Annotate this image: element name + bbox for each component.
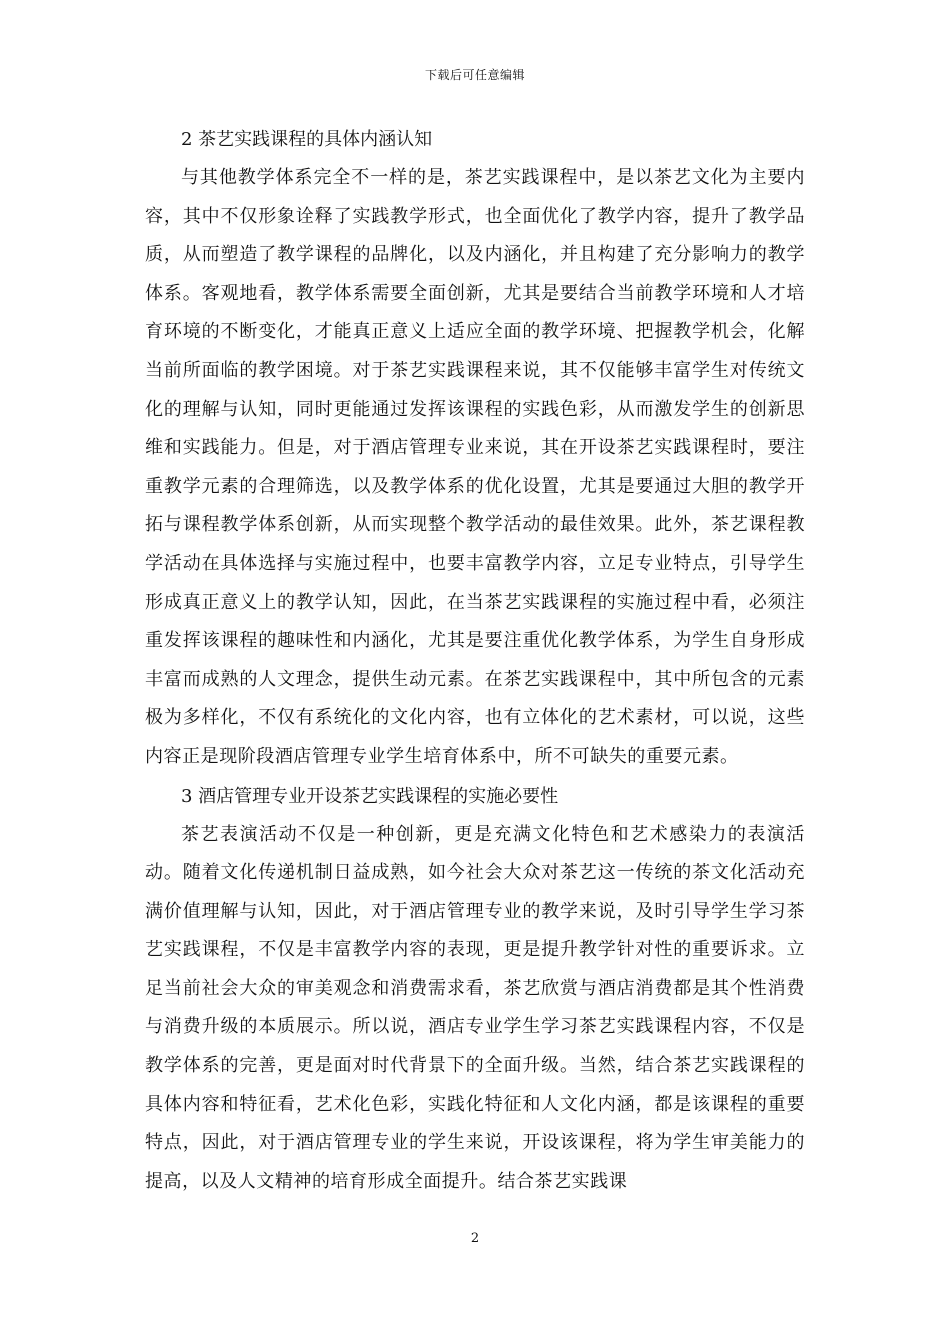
page-header-note: 下载后可任意编辑 [424, 68, 525, 82]
page-number: 2 [470, 1231, 480, 1246]
section-heading-2: 2 茶艺实践课程的具体内涵认知 [181, 129, 433, 150]
document-body [145, 120, 805, 1201]
section-heading-3: 3 酒店管理专业开设茶艺实践课程的实施必要性 [181, 785, 559, 807]
section-paragraph-2: 与其他教学体系完全不一样的是，茶艺实践课程中，是以茶艺文化为主要内容，其中不仅形象诠释了实践教学形式，也全面优化了教学内容，提升了教学品质，从而塑造了教学课程的品牌化，以及内涵化，并且构建了充分影响力的教学体系。客观地看，教学体系需要全面创新，尤其是要结合当前教学环境和人才培育环境的不断变化，才能真正意义上适应全面的教学环境、把握教学机会，化解当前所面临的教学困境。对于茶艺实践课程来说，其不仅能够丰富学生对传统文化的理解与认知，同时更能通过发挥该课程的实践色彩，从而激发学生的创新思维和实践能力。但是，对于酒店管理专业来说，其在开设茶艺实践课程时，要注重教学元素的合理筛选，以及教学体系的优化设置，尤其是要通过大胆的教学开拓与课程教学体系创新，从而实现整个教学活动的最佳效果。此外，茶艺课程教学活动在具体选择与实施过程中，也要丰富教学内容，立足专业特点，引导学生形成真正意义上的教学认知，因此，在当茶艺实践课程的实施过程中看，必须注重发挥该课程的趣味性和内涵化，尤其是要注重优化教学体系，为学生自身形成丰富而成熟的人文理念，提供生动元素。在茶艺实践课程中，其中所包含的元素极为多样化，不仅有系统化的文化内容，也有立体化的艺术素材，可以说，这些内容正是现阶段酒店管理专业学生培育体系中，所不可缺失的重要元素。 [145, 167, 805, 767]
section-paragraph-3: 茶艺表演活动不仅是一种创新，更是充满文化特色和艺术感染力的表演活动。随着文化传递机制日益成熟，如今社会大众对茶艺这一传统的茶文化活动充满价值理解与认知，因此，对于酒店管理专业的教学来说，及时引导学生学习茶艺实践课程，不仅是丰富教学内容的表现，更是提升教学针对性的重要诉求。立足当前社会大众的审美观念和消费需求看，茶艺欣赏与酒店消费都是其个性消费与消费升级的本质展示。所以说，酒店专业学生学习茶艺实践课程内容，不仅是教学体系的完善，更是面对时代背景下的全面升级。当然，结合茶艺实践课程的具体内容和特征看，艺术化色彩，实践化特征和人文化内涵，都是该课程的重要特点，因此，对于酒店管理专业的学生来说，开设该课程，将为学生审美能力的提高，以及人文精神的培育形成全面提升。结合茶艺实践课 [145, 823, 805, 1192]
